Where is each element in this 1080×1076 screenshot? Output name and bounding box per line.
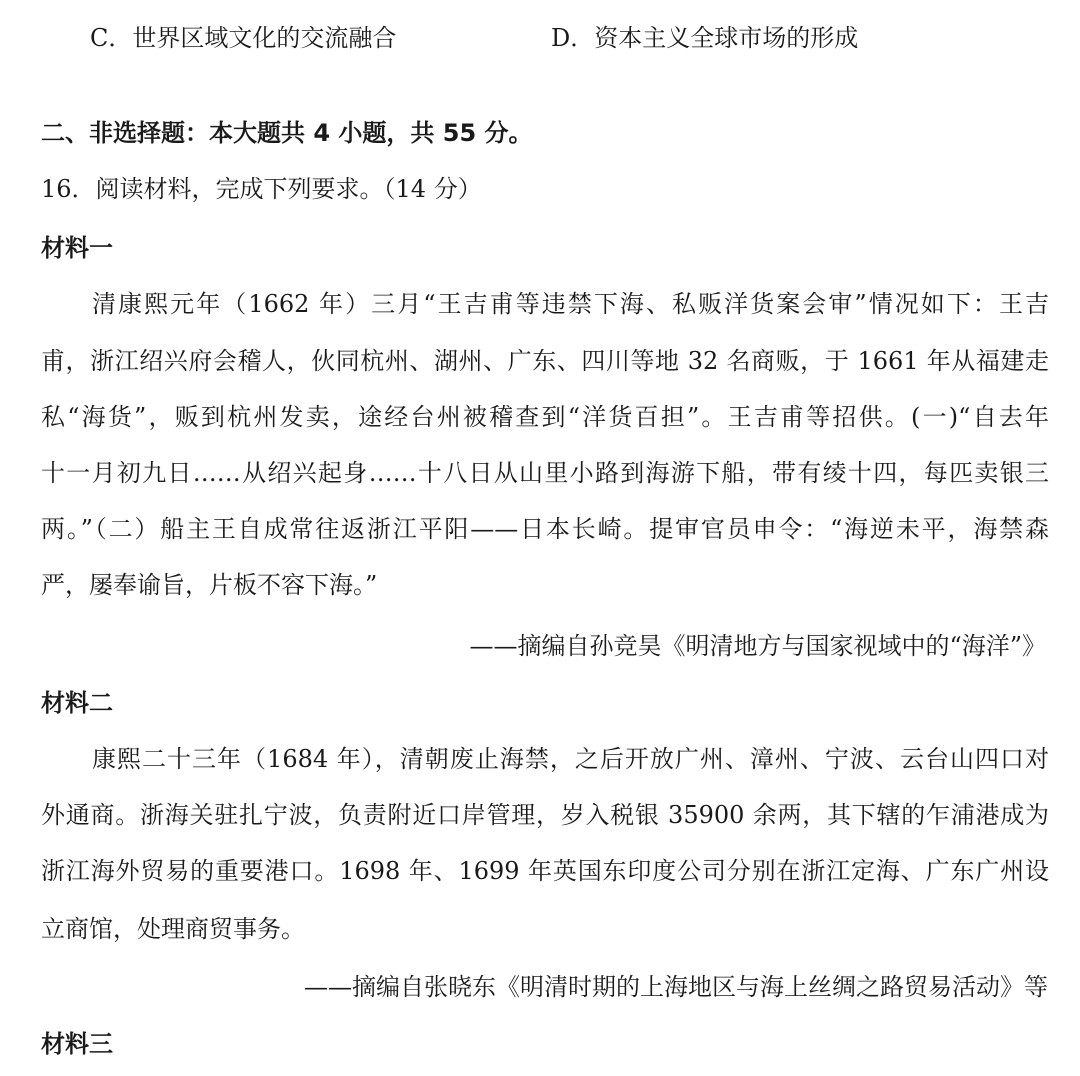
material-2-heading: 材料二: [41, 689, 113, 717]
material-1-heading: 材料一: [41, 234, 113, 262]
material-3-heading: 材料三: [41, 1030, 113, 1058]
material-2-source: ——摘编自张晓东《明清时期的上海地区与海上丝绸之路贸易活动》等: [304, 973, 1048, 1001]
material-1-line: 严，屡奉谕旨，片板不容下海。”: [41, 571, 378, 599]
material-2-line: 立商馆，处理商贸事务。: [41, 915, 305, 943]
option-d: D．资本主义全球市场的形成: [551, 24, 859, 52]
material-1-line: 十一月初九日……从绍兴起身……十八日从山里小路到海游下船，带有绫十四，每匹卖银三: [41, 459, 1049, 487]
option-c: C．世界区域文化的交流融合: [90, 24, 397, 52]
material-2-line: 浙江海外贸易的重要港口。1698 年、1699 年英国东印度公司分别在浙江定海、广东广州设: [41, 857, 1049, 885]
material-1-line: 私“海货”，贩到杭州发卖，途经台州被稽查到“洋货百担”。王吉甫等招供。(一)“自去年: [41, 403, 1049, 431]
material-1-line: 两。”（二）船主王自成常往返浙江平阳——日本长崎。提审官员申令：“海逆未平，海禁森: [41, 515, 1049, 543]
section-title: 二、非选择题：本大题共 4 小题，共 55 分。: [41, 119, 533, 147]
question-stem: 16．阅读材料，完成下列要求。（14 分）: [41, 175, 482, 203]
material-2-line: 外通商。浙海关驻扎宁波，负责附近口岸管理，岁入税银 35900 余两，其下辖的乍浦港成为: [41, 801, 1049, 829]
material-2-line: 康熙二十三年（1684 年），清朝废止海禁，之后开放广州、漳州、宁波、云台山四口对: [92, 745, 1049, 773]
material-1-line: 清康熙元年（1662 年）三月“王吉甫等违禁下海、私贩洋货案会审”情况如下：王吉: [92, 290, 1049, 318]
material-1-line: 甫，浙江绍兴府会稽人，伙同杭州、湖州、广东、四川等地 32 名商贩，于 1661 年从福建走: [41, 347, 1049, 375]
material-1-source: ——摘编自孙竞昊《明清地方与国家视域中的“海洋”》: [469, 632, 1046, 660]
